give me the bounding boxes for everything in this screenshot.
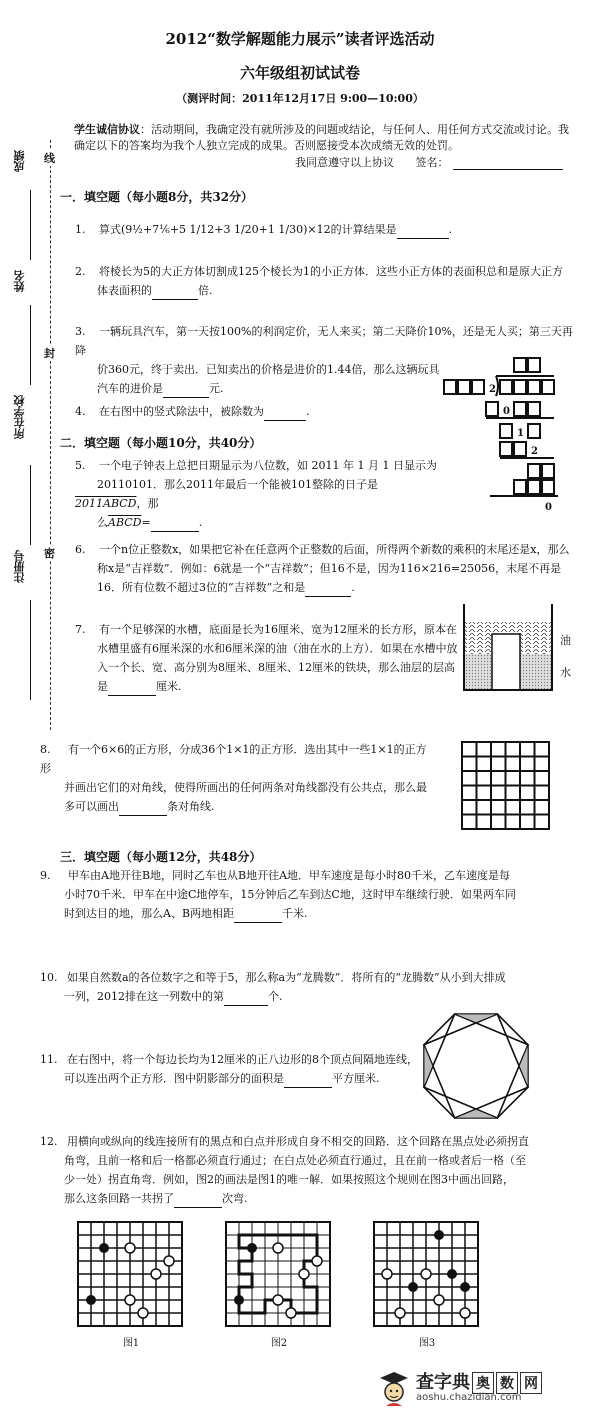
q9-number: 9. xyxy=(40,869,51,882)
q10-line1: 如果自然数a的各位数字之和等于5，那么称a为“龙腾数”．将所有的“龙腾数”从小到大排成 xyxy=(67,971,506,984)
q8-line2: 并画出它们的对角线，使得所画出的任何两条对角线都没有公共点，那么最 xyxy=(64,781,427,794)
question-7 xyxy=(75,620,465,696)
logo-url: aoshu.chazidian.com xyxy=(416,1392,522,1403)
q3-line2: 价360元，终于卖出．已知卖出的价格是进价的1.44倍，那么这辆玩具 xyxy=(97,363,440,376)
shaded-region xyxy=(519,1045,528,1088)
shaded-region xyxy=(455,1109,498,1118)
black-dot xyxy=(434,1230,444,1240)
agree-text: 我同意遵守以上协议 xyxy=(295,156,394,169)
white-dot xyxy=(164,1256,174,1266)
question-9 xyxy=(40,866,570,923)
div-box xyxy=(542,464,554,478)
honesty-label: 学生诚信协议 xyxy=(74,123,140,136)
q5-line3b: = xyxy=(141,516,151,529)
q3-line3a: 汽车的进价是 xyxy=(97,382,163,395)
q11-line1: 在右图中，将一个每边长均为12厘米的正八边形的8个顶点间隔地连线， xyxy=(67,1053,418,1066)
q5-date: 2011ABCD xyxy=(75,497,137,510)
octagon-figure xyxy=(420,1010,532,1122)
q9-line1: 甲车由A地开往B地，同时乙车也从B地开往A地．甲车速度是每小时80千米，乙车速度是每 xyxy=(68,869,511,882)
black-dot xyxy=(234,1295,244,1305)
div-box xyxy=(472,380,484,394)
q12-number: 12. xyxy=(40,1135,58,1148)
logo-text xyxy=(416,1368,542,1394)
logo-box-3: 网 xyxy=(520,1372,542,1394)
q5-number: 5. xyxy=(75,459,86,472)
q12-answer-blank[interactable] xyxy=(174,1195,222,1208)
signature-field[interactable] xyxy=(453,157,563,170)
div-box xyxy=(528,424,540,438)
div-box xyxy=(458,380,470,394)
question-5 xyxy=(75,456,445,532)
q12-line2: 角弯，且前一格和后一格都必须直行通过；在白点处必须直行通过，且在前一格或者后一格（至 xyxy=(64,1154,526,1167)
question-8 xyxy=(40,740,430,816)
q12-line1: 用横向或纵向的线连接所有的黑点和白点并形成自身不相交的回路．这个回路在黑点处必须拐直 xyxy=(67,1135,529,1148)
black-dot xyxy=(86,1295,96,1305)
digit-2-b: 2 xyxy=(531,446,538,457)
site-logo xyxy=(376,1368,596,1408)
div-box xyxy=(514,442,526,456)
q5-end: . xyxy=(198,516,203,529)
logo-box-2: 数 xyxy=(496,1372,518,1394)
div-box xyxy=(514,480,526,494)
binding-strip xyxy=(10,140,55,730)
question-11 xyxy=(40,1050,420,1088)
black-dot xyxy=(99,1243,109,1253)
honesty-agreement xyxy=(74,122,572,154)
q8-line3b: 条对角线. xyxy=(167,800,215,813)
q4-end: . xyxy=(306,405,310,418)
signature-row xyxy=(295,154,563,170)
q8-line3a: 多可以画出 xyxy=(64,800,119,813)
div-box xyxy=(528,464,540,478)
q2-answer-blank[interactable] xyxy=(152,287,198,300)
seal-char-2: 封 xyxy=(44,347,55,360)
outer-octagon xyxy=(424,1014,528,1118)
div-box xyxy=(486,402,498,416)
white-dot xyxy=(138,1308,148,1318)
div-box xyxy=(514,402,526,416)
q7-line4a: 是 xyxy=(97,680,108,693)
black-dot xyxy=(447,1269,457,1279)
q8-answer-blank[interactable] xyxy=(119,803,167,816)
q5-line2a: 20110101．那么2011年最后一个能被101整除的日子是 xyxy=(97,478,378,491)
q9-answer-blank[interactable] xyxy=(234,910,282,923)
white-dot xyxy=(151,1269,161,1279)
digit-0-a: 0 xyxy=(503,406,510,417)
q11-line2a: 可以连出两个正方形．图中阴影部分的面积是 xyxy=(64,1072,284,1085)
q8-line1: 有一个6×6的正方形，分成36个1×1的正方形．选出其中一些1×1的正方形 xyxy=(40,743,427,775)
water-label: 水 xyxy=(560,666,571,679)
name-label: 姓名 xyxy=(13,270,26,292)
q7-line3: 入一个长、宽、高分别为8厘米、8厘米、12厘米的铁块，那么油层的层高 xyxy=(97,661,455,674)
q10-line2a: 一列，2012排在这一列数中的第 xyxy=(64,990,224,1003)
q6-answer-blank[interactable] xyxy=(305,584,351,597)
q8-number: 8. xyxy=(40,743,51,756)
q1-number: 1. xyxy=(75,223,86,236)
q1-answer-blank[interactable] xyxy=(397,226,449,239)
shaded-region xyxy=(424,1045,433,1088)
white-dot xyxy=(382,1269,392,1279)
grid-lines xyxy=(462,742,549,829)
q7-answer-blank[interactable] xyxy=(108,683,156,696)
div-box xyxy=(528,402,540,416)
q11-answer-blank[interactable] xyxy=(284,1075,332,1088)
digit-0-result: 0 xyxy=(545,502,552,513)
figure-3-caption: 图3 xyxy=(418,1338,436,1349)
div-box xyxy=(514,380,526,394)
question-6 xyxy=(75,540,575,597)
logo-box-1: 奥 xyxy=(472,1372,494,1394)
div-box xyxy=(500,380,512,394)
logo-main-text: 查字典 xyxy=(416,1372,470,1393)
question-10 xyxy=(40,968,570,1006)
digit-1: 1 xyxy=(517,428,524,439)
q6-line2: 称x是“吉祥数”．例如：6就是一个“吉祥数”；但16不是，因为116×216=25056，末尾不再是 xyxy=(97,562,562,575)
fig1-grid xyxy=(78,1222,182,1326)
q7-number: 7. xyxy=(75,623,86,636)
mascot-icon xyxy=(376,1368,412,1408)
puzzle-figure-2 xyxy=(224,1220,334,1330)
shaded-region xyxy=(455,1014,498,1023)
honesty-text: ：活动期间，我确定没有就所涉及的问题或结论，与任何人、用任何方式交流或讨论。我确定以下的答案均为我个人独立完成的成果。否则愿接受本次成绩无效的处罚。 xyxy=(74,123,569,152)
section-2-heading: 二．填空题（每小题10分，共40分） xyxy=(60,436,262,450)
q3-number: 3. xyxy=(75,325,86,338)
long-division-figure xyxy=(440,354,570,514)
div-box xyxy=(542,380,554,394)
q1-end: . xyxy=(448,223,453,236)
white-dot xyxy=(299,1269,309,1279)
div-box xyxy=(444,380,456,394)
q12-line3: 少一处）拐直角弯．例如，图2的画法是图1的唯一解．如果按照这个规则在图3中画出回路， xyxy=(64,1173,514,1186)
div-box xyxy=(542,480,554,494)
puzzle-figure-3 xyxy=(372,1220,482,1330)
q12-line4a: 那么这条回路一共拐了 xyxy=(64,1192,174,1205)
q10-line2b: 个. xyxy=(268,990,283,1003)
q3-line3b: 元. xyxy=(209,382,224,395)
reg-field xyxy=(30,600,31,700)
q10-number: 10. xyxy=(40,971,58,984)
name-field xyxy=(30,305,31,385)
q9-line3b: 千米. xyxy=(282,907,308,920)
white-dot xyxy=(395,1308,405,1318)
figure-1-caption: 图1 xyxy=(122,1338,140,1349)
seal-char-1: 线 xyxy=(44,152,55,165)
div-box xyxy=(528,480,540,494)
six-by-six-grid xyxy=(460,740,552,832)
question-1 xyxy=(75,220,452,239)
white-dot xyxy=(312,1256,322,1266)
black-dot xyxy=(408,1282,418,1292)
q7-line4b: 厘米. xyxy=(156,680,182,693)
black-dot xyxy=(247,1243,257,1253)
q4-text: 在右图中的竖式除法中，被除数为 xyxy=(99,405,264,418)
q9-line2: 小时70千米．甲车在中途C地停车，15分钟后乙车到达C地，这时甲车继续行驶．如果两车同 xyxy=(64,888,516,901)
q2-number: 2. xyxy=(75,265,86,278)
q6-number: 6. xyxy=(75,543,86,556)
q5-line1: 一个电子钟表上总把日期显示为八位数，如 2011 年 1 月 1 日显示为 xyxy=(99,459,437,472)
figure-2-caption: 图2 xyxy=(270,1338,288,1349)
q12-line4b: 次弯. xyxy=(222,1192,248,1205)
exam-title: 2012“数学解题能力展示”读者评选活动 xyxy=(165,30,435,48)
white-dot xyxy=(273,1295,283,1305)
exam-time: （测评时间：2011年12月17日 9:00—10:00） xyxy=(176,92,424,105)
score-field xyxy=(30,190,31,260)
q9-line3a: 时到达目的地，那么A、B两地相距 xyxy=(64,907,235,920)
q7-line2: 水槽里盛有6厘米深的水和6厘米深的油（油在水的上方）．如果在水槽中放 xyxy=(97,642,458,655)
div-box xyxy=(528,358,540,372)
q6-end: . xyxy=(351,581,355,594)
question-12 xyxy=(40,1132,580,1208)
iron-block xyxy=(492,634,520,690)
q3-answer-blank[interactable] xyxy=(163,385,209,398)
div-box xyxy=(500,442,512,456)
q5-line2b: ，那 xyxy=(136,497,159,510)
q1-post: 的计算结果是 xyxy=(330,223,397,236)
cut-line xyxy=(50,140,51,730)
oil-label: 油 xyxy=(560,634,571,647)
white-dot xyxy=(421,1269,431,1279)
puzzle-figure-1 xyxy=(76,1220,186,1330)
section-1-heading: 一．填空题（每小题8分，共32分） xyxy=(60,190,254,204)
q11-number: 11. xyxy=(40,1053,58,1066)
score-label: 成绩 xyxy=(13,150,26,172)
white-dot xyxy=(125,1295,135,1305)
q6-line3a: 16．所有位数不超过3位的“吉祥数”之和是 xyxy=(97,581,306,594)
white-dot xyxy=(273,1243,283,1253)
school-field xyxy=(30,465,31,545)
reg-label: 注册号 xyxy=(13,550,26,583)
q11-line2b: 平方厘米. xyxy=(332,1072,380,1085)
exam-subtitle: 六年级组初试试卷 xyxy=(239,64,360,82)
water-tank-figure xyxy=(462,600,582,700)
q10-answer-blank[interactable] xyxy=(224,993,268,1006)
q7-line1: 有一个足够深的水槽，底面是长为16厘米、宽为12厘米的长方形，原本在 xyxy=(99,623,457,636)
q4-answer-blank[interactable] xyxy=(264,408,306,421)
white-dot xyxy=(434,1295,444,1305)
sign-label: 签名： xyxy=(415,156,449,169)
q2-line1: 将棱长为5的大正方体切割成125个棱长为1的小正方体．这些小正方体的表面积总和是原大正方 xyxy=(99,265,563,278)
q2-line2b: 倍. xyxy=(198,284,213,297)
question-2 xyxy=(75,262,575,300)
digit-2-divisor: 2 xyxy=(489,384,496,395)
q6-line1: 一个n位正整数x，如果把它补在任意两个正整数的后面，所得两个新数的乘积的末尾还是x，那么 xyxy=(99,543,570,556)
white-dot xyxy=(125,1243,135,1253)
q5-line3a: 么 xyxy=(97,516,108,529)
black-dot xyxy=(460,1282,470,1292)
question-4 xyxy=(75,402,310,421)
q5-answer-blank[interactable] xyxy=(151,519,199,532)
white-dot xyxy=(460,1308,470,1318)
div-box xyxy=(528,380,540,394)
q3-line1: 一辆玩具汽车，第一天按100%的利润定价，无人来买；第二天降价10%，还是无人买；第三天再降 xyxy=(75,325,573,357)
q1-pre: 算式 xyxy=(99,223,121,236)
white-dot xyxy=(286,1308,296,1318)
q2-line2a: 体表面积的 xyxy=(97,284,152,297)
q1-expression: (9½+7⅙+5 1/12+3 1/20+1 1/30)×12 xyxy=(121,223,331,236)
q5-abcd: ABCD xyxy=(108,516,142,529)
seal-char-3: 密 xyxy=(44,547,55,560)
section-3-heading: 三．填空题（每小题12分，共48分） xyxy=(60,850,262,864)
school-label: 所在学校 xyxy=(13,395,26,439)
div-box xyxy=(500,424,512,438)
q4-number: 4. xyxy=(75,405,86,418)
div-box xyxy=(514,358,526,372)
